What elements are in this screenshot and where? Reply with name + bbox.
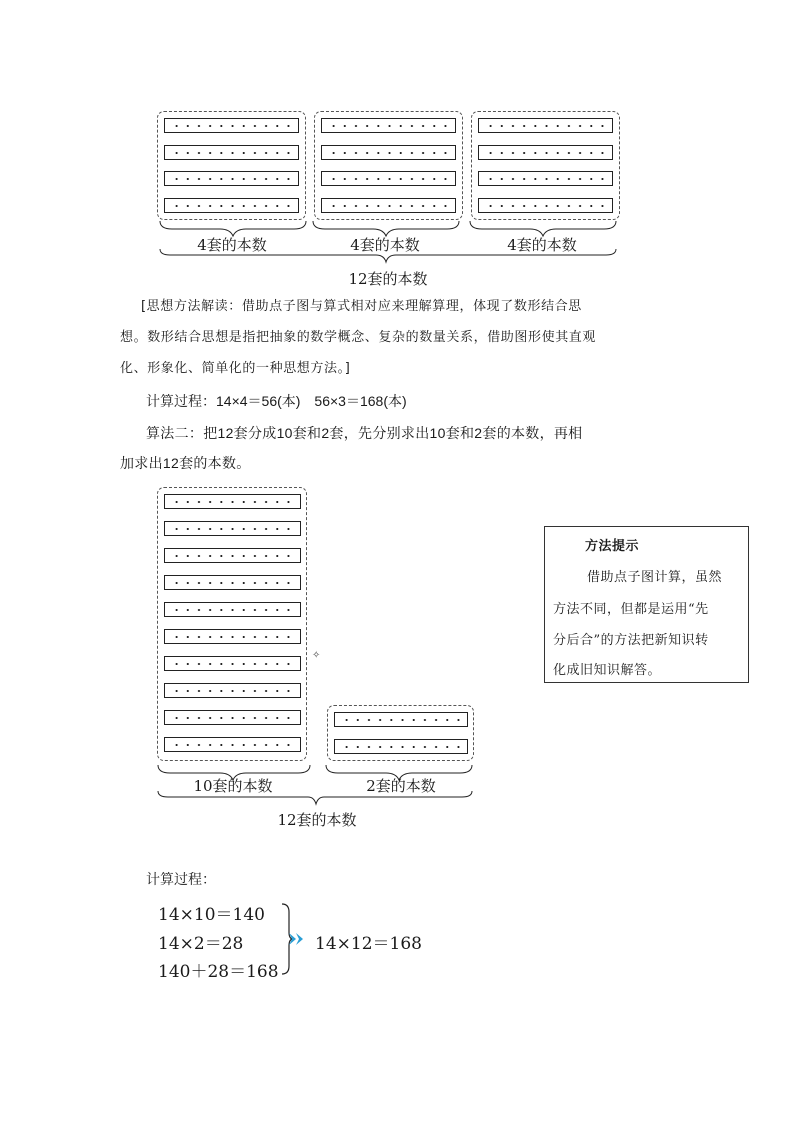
note-line-3: 化、形象化、简单化的一种思想方法。] [120,361,351,376]
dot-bar [164,710,301,725]
dot-bar [164,171,299,186]
calc-process-2-heading: 计算过程： [146,871,216,887]
dot-bar [478,198,613,213]
dot-group-10-sets [157,487,307,761]
label-2-sets: 2套的本数 [366,777,436,795]
total-label-1: 12套的本数 [348,270,428,288]
dot-bar [164,629,301,644]
dot-group-4-sets-1 [157,111,306,220]
tip-line-1: 借助点子图计算，虽然 [587,570,723,585]
tip-line-2: 方法不同，但都是运用“先 [553,602,709,617]
result-equation: 14×12＝168 [315,934,422,954]
tip-line-3: 分后合”的方法把新知识转 [553,633,709,648]
dot-bar [164,198,299,213]
dot-bar [164,548,301,563]
crosshair-mark: ✧ [312,650,321,661]
method2-line-2: 加求出12套的本数。 [120,455,251,471]
dot-bar [321,118,456,133]
label-10-sets: 10套的本数 [193,777,273,795]
dot-group-4-sets-3 [471,111,620,220]
dot-bar [164,118,299,133]
method2-line-1: 算法二：把12套分成10套和2套，先分别求出10套和2套的本数，再相 [146,425,583,441]
dot-bar [164,494,301,509]
calc-process-1: 计算过程：14×4＝56(本) 56×3＝168(本) [146,393,407,409]
dot-bar [478,171,613,186]
group-label-2: 4套的本数 [350,236,420,254]
dot-bar [164,737,301,752]
dot-bar [164,602,301,617]
dot-bar [164,656,301,671]
dot-bar [478,118,613,133]
dot-bar [164,683,301,698]
method-tip-box [544,526,749,683]
dot-bar [478,145,613,160]
dot-bar [334,712,468,727]
equation-3: 140＋28＝168 [158,962,279,982]
tip-title: 方法提示 [585,539,640,554]
dot-bar [334,739,468,754]
double-arrow-icon [289,932,313,946]
equation-1: 14×10＝140 [158,905,265,925]
dot-bar [164,521,301,536]
dot-bar [164,575,301,590]
dot-bar [321,171,456,186]
tip-line-4: 化成旧知识解答。 [553,663,662,678]
note-line-1: [思想方法解读：借助点子图与算式相对应来理解算理，体现了数形结合思 [141,299,582,314]
note-line-2: 想。数形结合思想是指把抽象的数学概念、复杂的数量关系，借助图形使其直观 [120,330,597,345]
equation-2: 14×2＝28 [158,934,244,954]
dot-group-4-sets-2 [314,111,463,220]
dot-group-2-sets [327,705,474,761]
dot-bar [164,145,299,160]
group-label-3: 4套的本数 [507,236,577,254]
group-label-1: 4套的本数 [197,236,267,254]
dot-bar [321,198,456,213]
total-label-2: 12套的本数 [277,811,357,829]
dot-bar [321,145,456,160]
